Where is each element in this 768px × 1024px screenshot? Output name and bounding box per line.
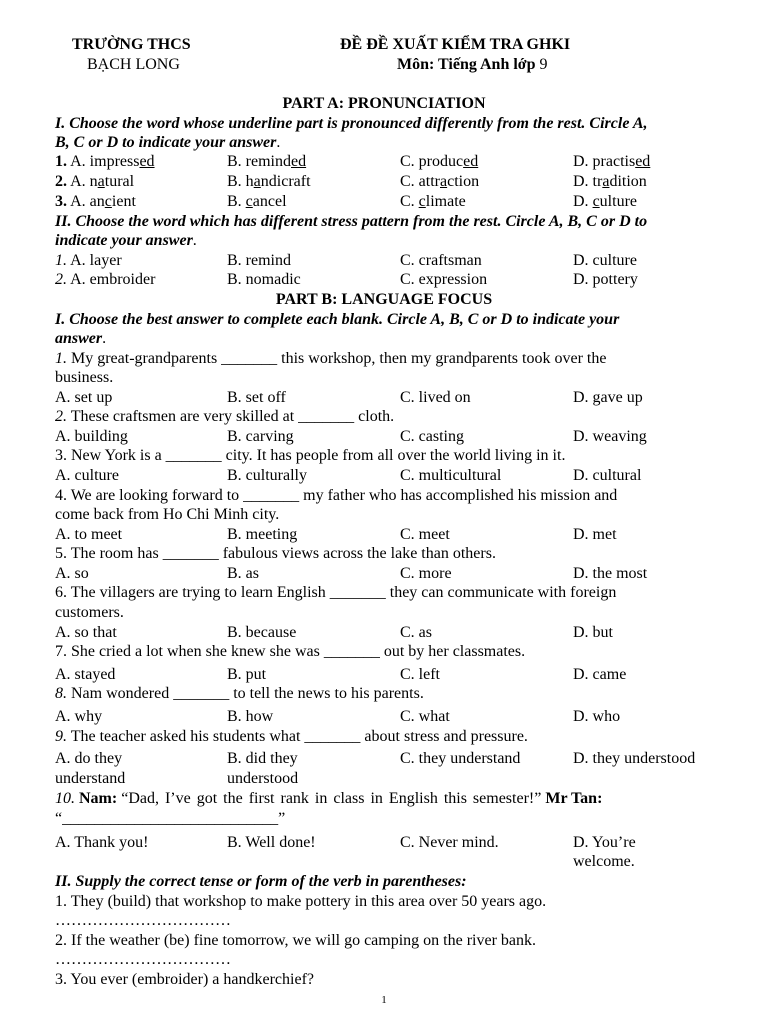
underlined-part: ed [463,153,479,170]
option-c: C. produc [400,153,464,170]
instruction-text: indicate your answer [55,232,193,249]
option-a: A. why [55,708,103,725]
option-b: B. [227,193,246,210]
option-b: B. h [227,173,254,190]
option-a: A. embroider [67,271,156,288]
option-rest: dition [609,173,647,190]
underlined-part: a [253,173,261,190]
instruction-text: B, C or D to indicate your answer [55,134,277,151]
option-rest: ndicraft [260,173,311,190]
mc-question-2-text [55,407,715,426]
option-c: C. attr [400,173,440,190]
part-a-section1-instruction-l1: I. Choose the word whose underline part is pronounced differently from the rest. Circle A, [55,115,648,132]
option-a: A. so that [55,624,117,641]
pron-question-3 [0,192,768,211]
option-c: C. more [400,565,452,582]
option-d: D. met [573,526,617,543]
option-c: C. casting [400,428,464,445]
underlined-part: c [104,193,112,210]
option-rest: ulture [599,193,637,210]
question-text: Nam wondered _______ to tell the news to his parents. [67,685,424,702]
mc-question-10-blank: “___________________________” [55,810,286,827]
option-d: D. pottery [573,271,638,288]
option-a: A. do they [55,750,123,767]
mc-question-7-options [0,665,768,684]
quote: “Dad, I’ve got the first rank in class in English this semester!” [121,790,542,807]
option-rest: ient [111,193,136,210]
option-rest: tural [104,173,135,190]
option-b: B. nomadic [227,271,301,288]
option-b: B. meeting [227,526,298,543]
option-a: A. set up [55,389,113,406]
verb-question-2: 2. If the weather (be) fine tomorrow, we will go camping on the river bank. [55,932,537,949]
question-number: 10. [55,790,75,807]
mc-question-6-text-l2: customers. [55,604,124,621]
option-b: B. as [227,565,259,582]
mc-question-3-text: 3. New York is a _______ city. It has people from all over the world living in it. [55,447,566,464]
option-c: C. lived on [400,389,471,406]
mc-question-2-options [0,427,768,446]
part-b-section1-instruction-l1: I. Choose the best answer to complete each blank. Circle A, B, C or D to indicate your [55,311,620,328]
question-number: 9. [55,728,67,745]
option-d: D. tr [573,173,603,190]
verb-question-1: 1. They (build) that workshop to make pottery in this area over 50 years ago. [55,893,547,910]
mc-question-8-text [55,684,715,703]
mc-question-10-text [55,789,730,808]
underlined-part: c [592,193,600,210]
option-a: A. impress [67,153,140,170]
mc-question-5-options [0,564,768,583]
option-a: A. building [55,428,128,445]
underlined-part: ed [139,153,155,170]
question-text: The teacher asked his students what _______ about stress and pressure. [67,728,528,745]
option-a-cont: understand [55,770,126,787]
option-a: A. culture [55,467,119,484]
question-number: 1. [55,153,67,170]
option-b-cont: understood [227,770,299,787]
speaker-nam: Nam: [79,790,118,807]
option-b: B. set off [227,389,286,406]
option-c: C. Never mind. [400,834,499,851]
option-a: A. layer [67,252,122,269]
option-d: D. gave up [573,389,643,406]
question-number: 2. [55,173,67,190]
option-c: C. what [400,708,450,725]
underlined-part: ed [635,153,651,170]
option-c: C. expression [400,271,488,288]
option-c: C. left [400,666,440,683]
mc-question-9-options-l2 [0,769,768,788]
option-d: D. they understood [573,750,696,767]
mc-question-9-text [55,727,715,746]
option-rest: ancel [252,193,287,210]
option-d: D. cultural [573,467,642,484]
option-c: C. multicultural [400,467,502,484]
subject-label: Môn: Tiếng Anh lớp [397,56,536,73]
option-b: B. remind [227,153,291,170]
option-a: A. an [67,193,105,210]
exam-title: ĐỀ ĐỀ XUẤT KIỂM TRA GHKI [340,36,571,53]
mc-question-7-text: 7. She cried a lot when she knew she was _______ out by her classmates. [55,643,526,660]
option-d: D. who [573,708,621,725]
question-number: 3. [55,193,67,210]
verb-answer-2-dots: …………………………… [55,951,231,968]
option-b: B. culturally [227,467,307,484]
stress-question-1 [0,251,768,270]
option-a: A. so [55,565,89,582]
option-b: B. remind [227,252,291,269]
mc-question-6-options [0,623,768,642]
part-b-section1-instruction-l2: answer. [55,330,107,347]
pron-question-1 [0,152,768,171]
question-number: 2. [55,271,67,288]
part-a-section2-instruction-l2: indicate your answer. [55,232,197,249]
option-d: D. [573,193,593,210]
subject-grade: 9 [535,56,548,73]
underlined-part: a [440,173,448,190]
speaker-mr-tan: Mr Tan: [545,790,603,807]
underlined-part: ed [291,153,307,170]
school-name-line2: BẠCH LONG [87,56,180,73]
part-a-section2-instruction-l1: II. Choose the word which has different stress pattern from the rest. Circle A, B, C or D to [55,213,648,230]
option-c: C. they understand [400,750,521,767]
page-number: 1 [381,994,387,1006]
option-a: A. stayed [55,666,116,683]
option-rest: ction [447,173,480,190]
question-text: These craftsmen are very skilled at _______ cloth. [67,408,395,425]
option-c: C. craftsman [400,252,482,269]
instruction-text: answer [55,330,103,347]
option-rest: limate [425,193,466,210]
question-number: 8. [55,685,67,702]
part-b-section2-instruction: II. Supply the correct tense or form of the verb in parentheses: [55,873,467,890]
mc-question-1-text-l2: business. [55,369,114,386]
question-number: 2. [55,408,67,425]
part-a-title: PART A: PRONUNCIATION [282,95,486,112]
option-d: D. You’re [573,834,636,851]
mc-question-4-text: 4. We are looking forward to _______ my father who has accomplished his mission and [55,487,618,504]
part-a-section1-instruction-l2: B, C or D to indicate your answer. [55,134,281,151]
underlined-part: c [245,193,253,210]
option-c: C. [400,193,419,210]
option-c: C. meet [400,526,450,543]
option-a: A. Thank you! [55,834,149,851]
mc-question-10-options-l2 [0,852,768,871]
option-d: D. the most [573,565,648,582]
option-b: B. Well done! [227,834,316,851]
verb-question-3: 3. You ever (embroider) a handkerchief? [55,971,315,988]
option-b: B. carving [227,428,294,445]
mc-question-6-text: 6. The villagers are trying to learn English _______ they can communicate with foreign [55,584,617,601]
option-b: B. how [227,708,274,725]
option-d: D. came [573,666,627,683]
option-a: A. to meet [55,526,123,543]
option-b: B. because [227,624,297,641]
mc-question-1-text [55,349,715,368]
stress-question-2 [0,270,768,289]
mc-question-8-options [0,707,768,726]
mc-question-10-options [0,833,768,852]
question-number: 1. [55,350,67,367]
underlined-part: c [418,193,426,210]
option-c: C. as [400,624,432,641]
option-d: D. weaving [573,428,647,445]
option-d: D. culture [573,252,637,269]
question-number: 1. [55,252,67,269]
mc-question-3-options [0,466,768,485]
underlined-part: a [97,173,105,190]
mc-question-9-options [0,749,768,768]
underlined-part: a [602,173,610,190]
school-name-line1: TRƯỜNG THCS [72,36,191,53]
question-text: My great-grandparents _______ this workshop, then my grandparents took over the [67,350,607,367]
subject-line [397,55,548,74]
option-d: D. practis [573,153,636,170]
mc-question-1-options [0,388,768,407]
option-b: B. put [227,666,267,683]
pron-question-2 [0,172,768,191]
mc-question-4-text-l2: come back from Ho Chi Minh city. [55,506,280,523]
part-b-title: PART B: LANGUAGE FOCUS [275,291,493,308]
option-d: D. but [573,624,613,641]
option-d-cont: welcome. [573,853,635,870]
mc-question-5-text: 5. The room has _______ fabulous views across the lake than others. [55,545,496,562]
verb-answer-1-dots: …………………………… [55,912,231,929]
mc-question-4-options [0,525,768,544]
option-a: A. n [67,173,98,190]
option-b: B. did they [227,750,298,767]
